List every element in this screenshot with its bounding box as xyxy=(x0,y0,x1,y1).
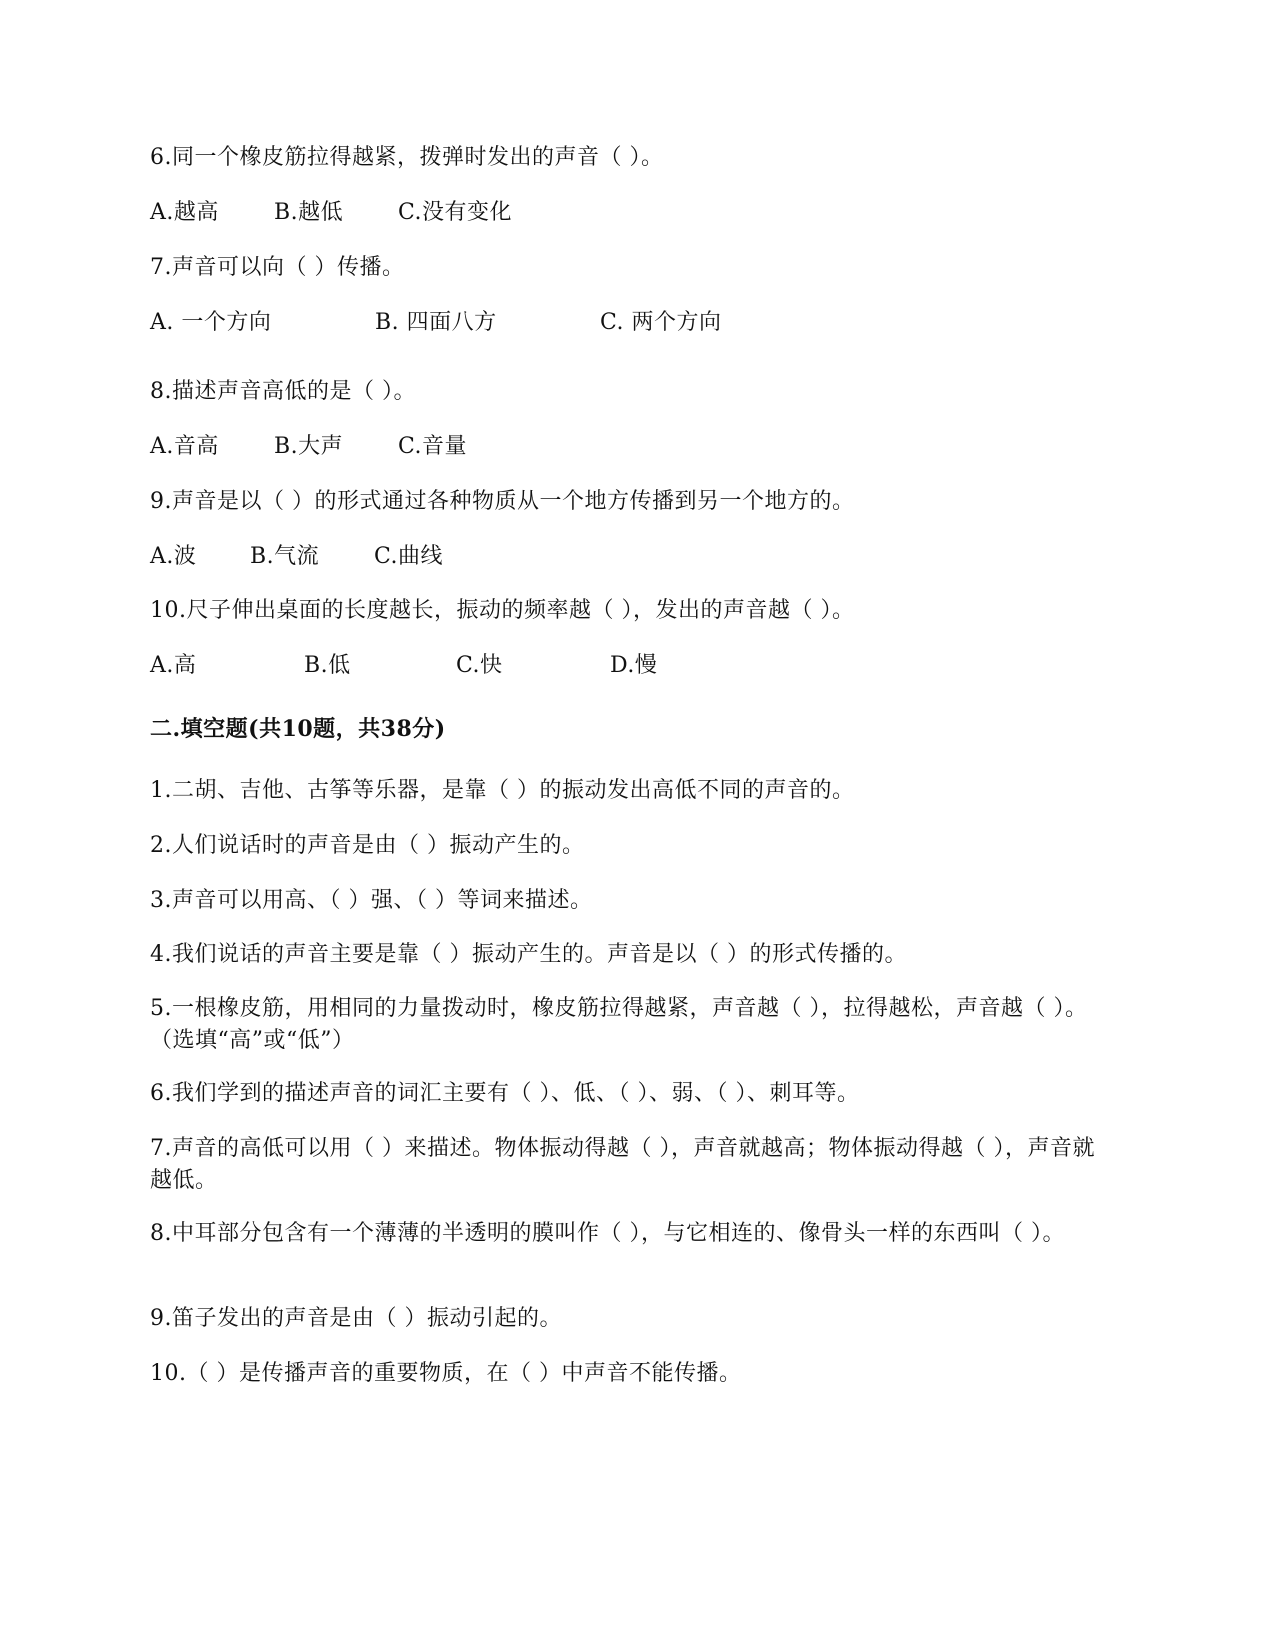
fill-item-2: 2.人们说话时的声音是由（ ）振动产生的。 xyxy=(150,833,585,858)
fill-item-1: 1.二胡、吉他、古筝等乐器，是靠（ ）的振动发出高低不同的声音的。 xyxy=(150,778,855,803)
question-6-stem: 6.同一个橡皮筋拉得越紧，拨弹时发出的声音（ ）。 xyxy=(150,145,664,170)
option-c: C.曲线 xyxy=(374,544,444,569)
option-b: B. 四面八方 xyxy=(375,310,497,335)
option-b: B.低 xyxy=(304,653,351,678)
fill-item-6: 6.我们学到的描述声音的词汇主要有（ ）、低、（ ）、弱、（ ）、刺耳等。 xyxy=(150,1081,860,1106)
section-heading: 二.填空题(共10题，共38分) xyxy=(150,716,446,742)
option-b: B.越低 xyxy=(274,200,344,225)
option-a: A.波 xyxy=(150,544,197,569)
option-c: C. 两个方向 xyxy=(600,310,722,335)
option-a: A.高 xyxy=(150,653,197,678)
fill-item-5: 5.一根橡皮筋，用相同的力量拨动时，橡皮筋拉得越紧，声音越（ ），拉得越松，声音越（ ）。（选填“高”或“低”） xyxy=(150,996,1088,1053)
option-c: C.快 xyxy=(456,653,503,678)
fill-item-8: 8.中耳部分包含有一个薄薄的半透明的膜叫作（ ），与它相连的、像骨头一样的东西叫（ ）。 xyxy=(150,1221,1065,1246)
question-7-stem: 7.声音可以向（ ）传播。 xyxy=(150,255,405,280)
option-c: C.音量 xyxy=(398,434,468,459)
question-9-stem: 9.声音是以（ ）的形式通过各种物质从一个地方传播到另一个地方的。 xyxy=(150,489,855,514)
option-b: B.大声 xyxy=(274,434,344,459)
option-b: B.气流 xyxy=(250,544,320,569)
option-d: D.慢 xyxy=(610,653,658,678)
option-c: C.没有变化 xyxy=(398,200,513,225)
fill-item-9: 9.笛子发出的声音是由（ ）振动引起的。 xyxy=(150,1306,562,1331)
fill-item-4: 4.我们说话的声音主要是靠（ ）振动产生的。声音是以（ ）的形式传播的。 xyxy=(150,942,907,967)
fill-item-3: 3.声音可以用高、（ ）强、（ ）等词来描述。 xyxy=(150,888,593,913)
option-a: A.音高 xyxy=(150,434,219,459)
question-10-stem: 10.尺子伸出桌面的长度越长，振动的频率越（ ），发出的声音越（ ）。 xyxy=(150,598,855,623)
question-8-stem: 8.描述声音高低的是（ ）。 xyxy=(150,379,416,404)
option-a: A.越高 xyxy=(150,200,219,225)
fill-item-7: 7.声音的高低可以用（ ）来描述。物体振动得越（ ），声音就越高；物体振动得越（ ），声音就越低。 xyxy=(150,1136,1095,1193)
fill-item-10: 10.（ ）是传播声音的重要物质，在（ ）中声音不能传播。 xyxy=(150,1361,742,1386)
option-a: A. 一个方向 xyxy=(150,310,272,335)
